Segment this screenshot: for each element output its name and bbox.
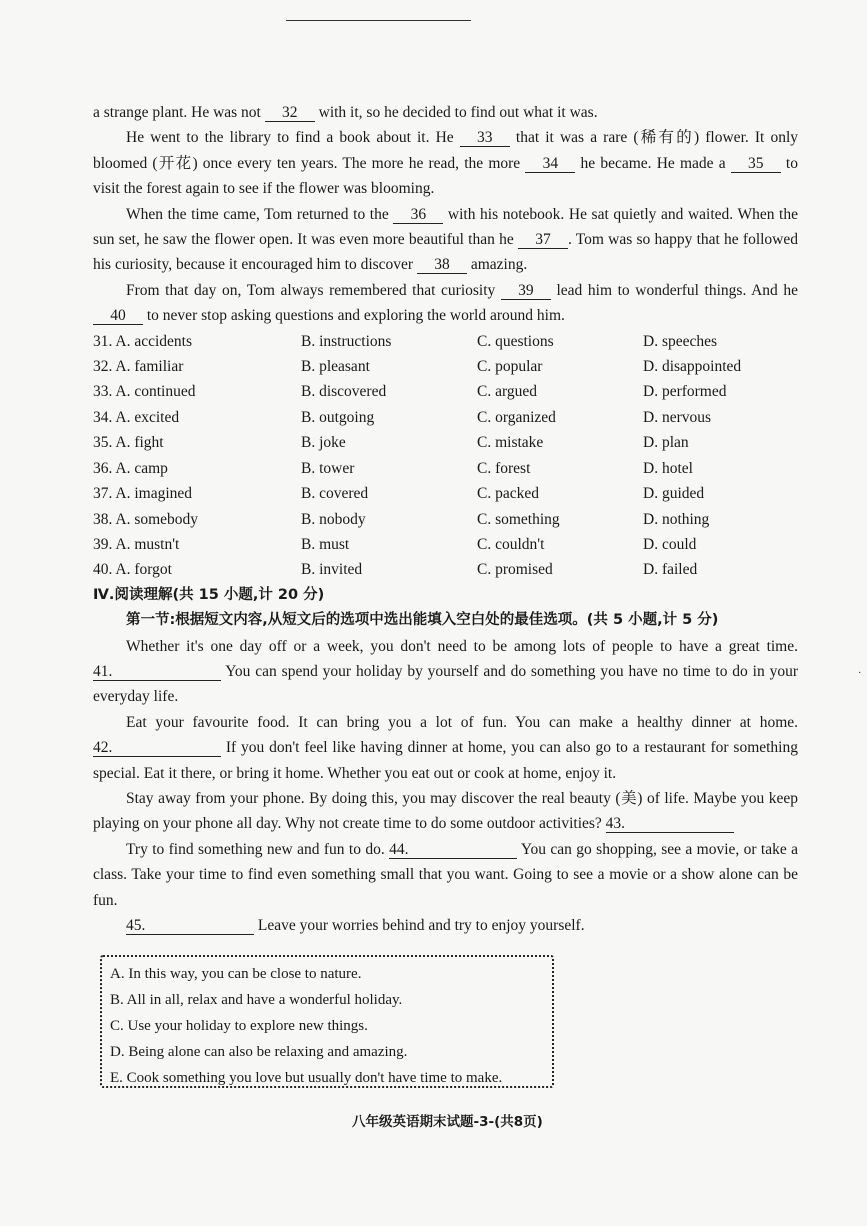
option-34-c: C. organized: [477, 408, 556, 426]
option-33-a: 33. A. continued: [93, 383, 196, 401]
blank-36: 36: [393, 206, 443, 224]
blank-37: 37: [518, 231, 568, 249]
option-35-d: D. plan: [643, 434, 689, 452]
cloze-paragraph-2: He went to the library to find a book about it. He 33 that it was a rare (稀有的) flower. It only bloomed (开花) once every ten years. The more he read, the more 34 he became. He made a 35 to visit the forest again to see if the flower was blooming.: [93, 129, 798, 198]
header-rule: [286, 20, 471, 21]
option-39-c: C. couldn't: [477, 535, 545, 553]
blank-41: 41.: [93, 663, 221, 681]
option-38-a: 38. A. somebody: [93, 510, 199, 528]
reading-paragraph-3: Stay away from your phone. By doing this, you may discover the real beauty (美) of life. Maybe you keep playing on your phone all day. Why not create time to do some outdoor activities? 43.: [93, 789, 798, 833]
cloze-options: [93, 329, 798, 583]
answer-choices-box: [100, 955, 554, 1088]
cloze-paragraph-1: a strange plant. He was not 32 with it, so he decided to find out what it was.: [93, 104, 598, 121]
option-40-c: C. promised: [477, 561, 553, 579]
option-33-b: B. discovered: [301, 383, 387, 401]
option-32-c: C. popular: [477, 358, 543, 376]
option-37-c: C. packed: [477, 485, 539, 503]
margin-mark: ·: [858, 668, 862, 679]
blank-42: 42.: [93, 739, 221, 757]
option-35-c: C. mistake: [477, 434, 544, 452]
reading-paragraph-1: Whether it's one day off or a week, you don't need to be among lots of people to have a great time. 41. You can spend your holiday by yourself and do something you have no time to do in your everyday life.: [93, 637, 798, 706]
option-33-c: C. argued: [477, 383, 537, 401]
exam-page: [93, 100, 798, 938]
blank-39: 39: [501, 282, 551, 300]
option-36-b: B. tower: [301, 459, 355, 477]
section-4-title: Ⅳ.阅读理解(共 15 小题,计 20 分): [93, 586, 325, 603]
option-35-a: 35. A. fight: [93, 434, 164, 452]
option-36-c: C. forest: [477, 459, 531, 477]
section-4-instructions: 第一节:根据短文内容,从短文后的选项中选出能填入空白处的最佳选项。(共 5 小题,计 5 分): [126, 612, 719, 629]
choice-e: E. Cook something you love but usually don't have time to make.: [110, 1070, 503, 1086]
option-33-d: D. performed: [643, 383, 727, 401]
option-40-d: D. failed: [643, 561, 698, 579]
choice-a: A. In this way, you can be close to nature.: [110, 966, 362, 982]
option-34-b: B. outgoing: [301, 408, 375, 426]
option-39-b: B. must: [301, 535, 350, 553]
option-31-b: B. instructions: [301, 332, 392, 350]
option-36-d: D. hotel: [643, 459, 693, 477]
option-35-b: B. joke: [301, 434, 346, 452]
option-40-b: B. invited: [301, 561, 363, 579]
blank-35: 35: [731, 155, 781, 173]
option-31-c: C. questions: [477, 332, 554, 350]
blank-33: 33: [460, 129, 510, 147]
page-footer: 八年级英语期末试题-3-(共8页): [352, 1114, 543, 1130]
blank-44: 44.: [389, 841, 517, 859]
option-40-a: 40. A. forgot: [93, 561, 172, 579]
choice-c: C. Use your holiday to explore new things.: [110, 1018, 368, 1034]
cloze-paragraph-4: From that day on, Tom always remembered that curiosity 39 lead him to wonderful things. And he 40 to never stop asking questions and exploring the world around him.: [93, 278, 798, 329]
option-32-b: B. pleasant: [301, 358, 370, 376]
reading-paragraph-4: Try to find something new and fun to do. 44. You can go shopping, see a movie, or take a class. Take your time to find even something small that you want. Going to see a movie or a show alone can be fun.: [93, 840, 798, 909]
option-34-a: 34. A. excited: [93, 408, 180, 426]
option-39-d: D. could: [643, 535, 697, 553]
choice-d: D. Being alone can also be relaxing and amazing.: [110, 1044, 408, 1060]
option-36-a: 36. A. camp: [93, 459, 168, 477]
option-38-c: C. something: [477, 510, 560, 528]
option-31-d: D. speeches: [643, 332, 718, 350]
blank-43: 43.: [606, 815, 734, 833]
option-32-d: D. disappointed: [643, 358, 742, 376]
option-39-a: 39. A. mustn't: [93, 535, 180, 553]
reading-paragraph-2: Eat your favourite food. It can bring you a lot of fun. You can make a healthy dinner at home. 42. If you don't feel like having dinner at home, you can also go to a restaurant for something special. Eat it there, or bring it home. Whether you eat out or cook at home, enjoy it.: [93, 713, 798, 782]
option-34-d: D. nervous: [643, 408, 712, 426]
reading-paragraph-5: 45. Leave your worries behind and try to enjoy yourself.: [126, 917, 585, 934]
choice-b: B. All in all, relax and have a wonderful holiday.: [110, 992, 403, 1008]
option-37-a: 37. A. imagined: [93, 485, 193, 503]
option-38-d: D. nothing: [643, 510, 710, 528]
option-38-b: B. nobody: [301, 510, 366, 528]
blank-40: 40: [93, 307, 143, 325]
blank-32: 32: [265, 104, 315, 122]
blank-45: 45.: [126, 917, 254, 935]
option-32-a: 32. A. familiar: [93, 358, 184, 376]
blank-34: 34: [525, 155, 575, 173]
option-37-b: B. covered: [301, 485, 369, 503]
cloze-paragraph-3: When the time came, Tom returned to the 36 with his notebook. He sat quietly and waited. When the sun set, he saw the flower open. It was even more beautiful than he 37 . Tom was so happy that he followed his curiosity, because it encouraged him to discover 38 amazing.: [93, 205, 799, 274]
blank-38: 38: [417, 256, 467, 274]
option-37-d: D. guided: [643, 485, 705, 503]
option-31-a: 31. A. accidents: [93, 332, 193, 350]
